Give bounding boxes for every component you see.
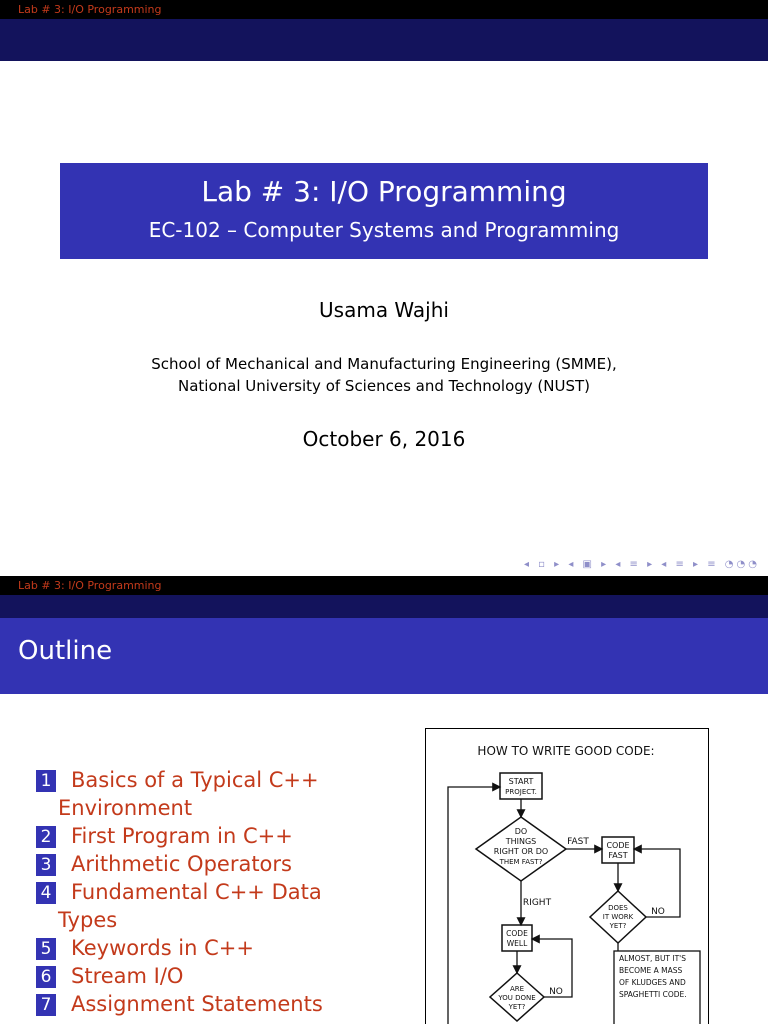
presentation-title: Lab # 3: I/O Programming <box>201 175 567 208</box>
code-fast-text-2: FAST <box>608 851 628 860</box>
almost-text-3: OF KLUDGES AND <box>619 978 686 987</box>
outline-item[interactable] <box>36 962 416 990</box>
comic-drawing <box>426 729 708 1024</box>
decision-text-4: THEM FAST? <box>499 858 543 866</box>
start-text-2: PROJECT. <box>505 788 537 796</box>
are-you-done-text-1: ARE <box>509 985 525 993</box>
comic-flowchart <box>425 728 709 1024</box>
almost-text-1: ALMOST, BUT IT'S <box>619 954 687 963</box>
outline-item-label: Arithmetic Operators <box>71 852 292 876</box>
header-title[interactable]: Lab # 3: I/O Programming <box>18 3 162 16</box>
outline-item-label: Fundamental C++ Data <box>71 880 322 904</box>
fast-label: FAST <box>567 837 589 847</box>
title-block <box>60 163 708 259</box>
institute-line-1: School of Mechanical and Manufacturing Engineering (SMME), <box>151 355 617 373</box>
outline-item-label-continued: Types <box>58 908 118 932</box>
outline-number: 1 <box>36 770 56 792</box>
comic-title: HOW TO WRITE GOOD CODE: <box>477 744 655 758</box>
outline-item-label: Basics of a Typical C++ <box>71 768 319 792</box>
decision-text-3: RIGHT OR DO <box>493 847 549 856</box>
outline-item-label: Keywords in C++ <box>71 936 254 960</box>
code-well-text-2: WELL <box>506 939 528 948</box>
start-text-1: START <box>508 777 534 786</box>
presentation-subtitle: EC-102 – Computer Systems and Programming <box>148 218 620 242</box>
institute-line-2: National University of Sciences and Technology (NUST) <box>177 377 591 395</box>
decision-text-2: THINGS <box>505 837 537 846</box>
outline-item-label-continued: Environment <box>58 796 193 820</box>
right-label: RIGHT <box>522 898 552 908</box>
frame-title-bar <box>0 618 768 694</box>
outline-item[interactable] <box>36 878 416 934</box>
no-label-1: NO <box>651 907 665 917</box>
navigation-symbols[interactable]: ◂ ▫ ▸ ◂ ▣ ▸ ◂ ≡ ▸ ◂ ≡ ▸ ≡ ◔◔◔ <box>523 559 760 570</box>
no-label-2: NO <box>549 987 563 997</box>
header-bar <box>0 576 768 595</box>
presentation-date: October 6, 2016 <box>302 427 466 451</box>
are-you-done-text-2: YOU DONE <box>498 994 536 1002</box>
outline-item[interactable] <box>36 934 416 962</box>
outline-number: 7 <box>36 994 56 1016</box>
outline-number: 6 <box>36 966 56 988</box>
does-it-work-text-3: YET? <box>609 922 627 930</box>
almost-text-2: BECOME A MASS <box>619 966 683 975</box>
outline-slide <box>0 576 768 1024</box>
header-title[interactable]: Lab # 3: I/O Programming <box>18 579 162 592</box>
outline-item[interactable] <box>36 990 416 1018</box>
outline-number: 4 <box>36 882 56 904</box>
outline-item[interactable] <box>36 766 416 822</box>
outline-list <box>36 766 416 1018</box>
outline-item-label: Assignment Statements <box>71 992 323 1016</box>
does-it-work-text-2: IT WORK <box>602 913 634 921</box>
code-well-text-1: CODE <box>506 929 528 938</box>
outline-item-label: Stream I/O <box>71 964 184 988</box>
are-you-done-text-3: YET? <box>508 1003 526 1011</box>
header-bar <box>0 0 768 19</box>
outline-item[interactable] <box>36 822 416 850</box>
code-fast-text-1: CODE <box>606 841 630 850</box>
almost-text-4: SPAGHETTI CODE. <box>619 990 687 999</box>
author: Usama Wajhi <box>319 298 449 322</box>
header-band <box>0 19 768 61</box>
frame-title: Outline <box>18 636 113 666</box>
decision-text-1: DO <box>514 827 528 836</box>
outline-number: 2 <box>36 826 56 848</box>
outline-item[interactable] <box>36 850 416 878</box>
outline-number: 5 <box>36 938 56 960</box>
outline-item-label: First Program in C++ <box>71 824 293 848</box>
does-it-work-text-1: DOES <box>608 904 628 912</box>
outline-number: 3 <box>36 854 56 876</box>
